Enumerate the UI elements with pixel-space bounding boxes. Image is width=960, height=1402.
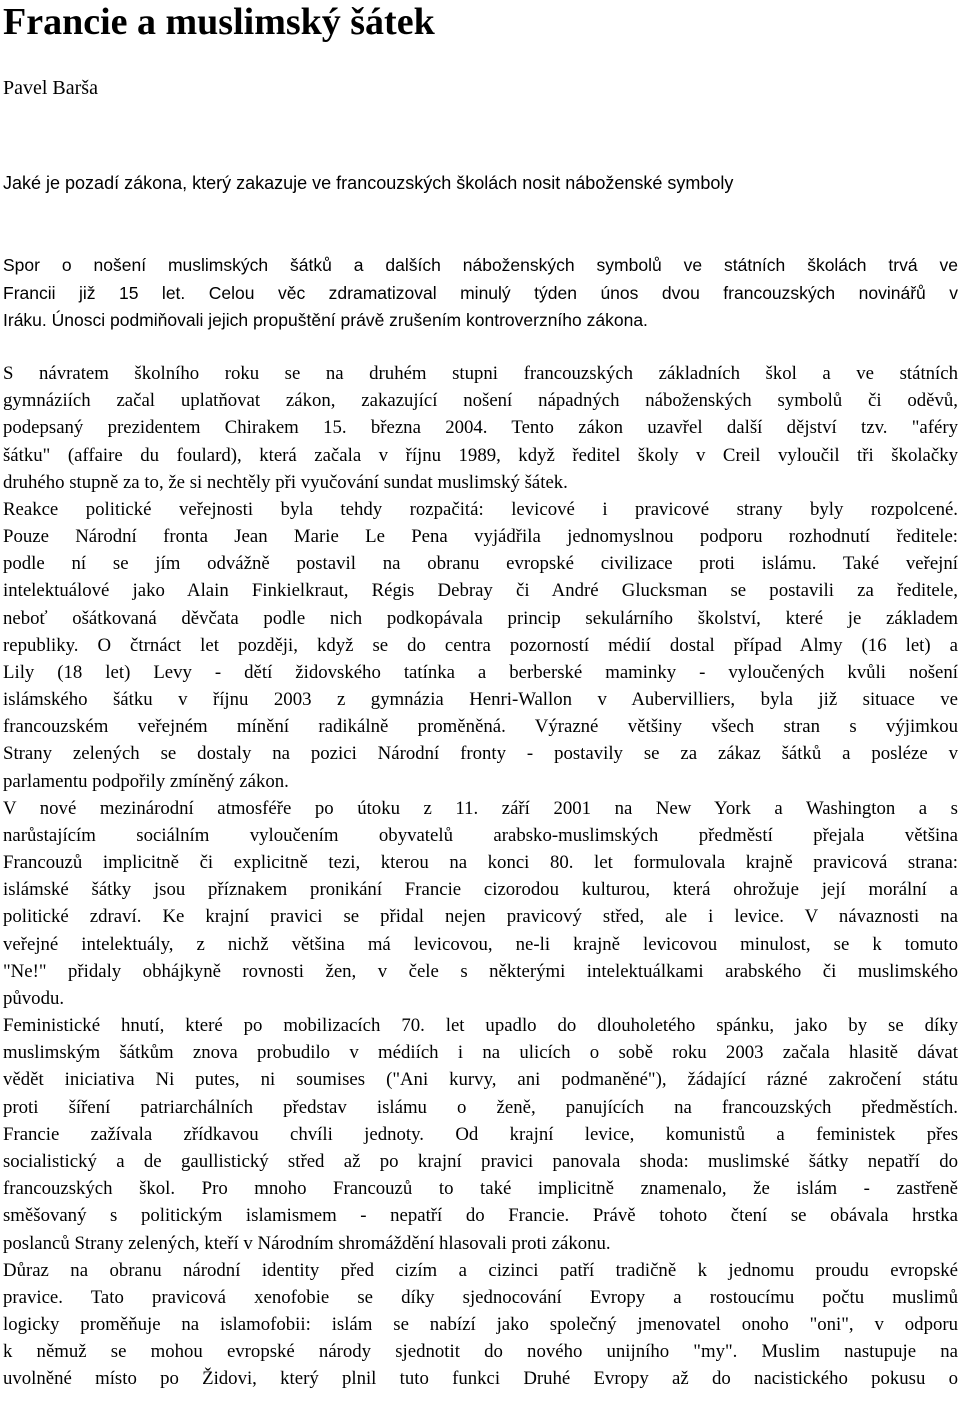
body-line: Strany zelených se dostaly na pozici Národní fronty - postavily se za zákaz šátků a posléze v: [3, 743, 958, 765]
body-line: intelektuálové jako Alain Finkielkraut, Régis Debray či André Glucksman se postavili za ředitele,: [3, 580, 958, 602]
body-line: V nové mezinárodní atmosféře po útoku z 11. září 2001 na New York a Washington a s: [3, 797, 958, 819]
body-line: Reakce politické veřejnosti byla tehdy rozpačitá: levicové i pravicové strany byly rozpolcené.: [3, 498, 958, 520]
body-line: šátku" (affaire du foulard), která začala v říjnu 1989, když ředitel školy v Creil vyloučil tři školačky: [3, 444, 958, 466]
body-line: podle ní se jím odvážně postavil na obranu evropské civilizace proti islámu. Také veřejní: [3, 553, 958, 575]
body-line: socialistický a de gaullistický střed až po krajní pravici panovala shoda: muslimské šátky nepatří do: [3, 1150, 958, 1172]
body-line: muslimským šátkům znova probudilo v médiích i na ulicích o sobě roku 2003 začala hlasitě dávat: [3, 1042, 958, 1064]
article-lead: [3, 252, 958, 335]
lead-line: Iráku. Únosci podmiňovali jejich propuštění právě zrušením kontroverzního zákona.: [3, 310, 648, 330]
body-line: podepsaný prezidentem Chirakem 15. března 2004. Tento zákon uzavřel další dějství tzv. "aféry: [3, 417, 958, 439]
body-line: logicky proměňuje na islamofobii: islám se nabízí jako společný jmenovatel onoho "oni", v odporu: [3, 1314, 958, 1336]
body-line: parlamentu podpořily zmíněný zákon.: [3, 770, 289, 792]
body-line: Lily (18 let) Levy - dětí židovského tatínka a berberské maminky - vyloučených kvůli nošení: [3, 661, 958, 683]
body-line: Francouzů implicitně či explicitně tezi, kterou na konci 80. let formulovala krajně pravicová strana:: [3, 852, 958, 874]
body-line: pravice. Tato pravicová xenofobie se díky sjednocování Evropy a rostoucímu počtu muslimů: [3, 1286, 958, 1308]
article-title: Francie a muslimský šátek: [3, 1, 435, 43]
lead-line: Spor o nošení muslimských šátků a dalších náboženských symbolů ve státních školách trvá ve: [3, 255, 958, 275]
body-line: poslanců Strany zelených, kteří v Národním shromáždění hlasovali proti zákonu.: [3, 1232, 611, 1254]
body-line: islámské šátky jsou příznakem pronikání Francie cizorodou kulturou, která ohrožuje její morální a: [3, 879, 958, 901]
body-line: gymnáziích začal uplatňovat zákon, zakazující nošení nápadných náboženských symbolů či oděvů,: [3, 390, 958, 412]
body-line: uvolněné místo po Židovi, který plnil tuto funkci Druhé Evropy až do nacistického pokusu o: [3, 1368, 958, 1390]
body-line: veřejné intelektuály, z nichž většina má levicovou, ne-li krajně levicovou minulost, se k tomuto: [3, 933, 958, 955]
body-line: druhého stupně za to, že si nechtěly při vyučování sundat muslimský šátek.: [3, 471, 568, 493]
body-line: francouzských škol. Pro mnoho Francouzů to také implicitně znamenalo, že islám - zastřeně: [3, 1178, 958, 1200]
body-line: Francie zažívala zřídkavou chvíli jednoty. Od krajní levice, komunistů a feministek přes: [3, 1123, 958, 1145]
body-line: Důraz na obranu národní identity před cizím a cizinci patří tradičně k jednomu proudu evropské: [3, 1259, 958, 1281]
body-line: narůstajícím sociálním vyloučením obyvatelů arabsko-muslimských předměstí přejala většina: [3, 824, 958, 846]
article-subtitle: Jaké je pozadí zákona, který zakazuje ve francouzských školách nosit náboženské symboly: [3, 173, 734, 193]
body-line: k němuž se mohou evropské národy sjednotit do nového unijního "my". Muslim nastupuje na: [3, 1341, 958, 1363]
body-line: "Ne!" přidaly obhájkyně rovnosti žen, v čele s některými intelektuálkami arabského či muslimského: [3, 960, 958, 982]
body-line: neboť ošátkovaná děvčata podle nich podkopávala princip sekulárního školství, které je základem: [3, 607, 958, 629]
body-line: S návratem školního roku se na druhém stupni francouzských základních škol a ve státních: [3, 363, 958, 384]
body-line: islámského šátku v říjnu 2003 z gymnázia Henri-Wallon v Aubervilliers, byla již situace ve: [3, 689, 958, 711]
body-line: Pouze Národní fronta Jean Marie Le Pena vyjádřila jednomyslnou podporu rozhodnutí ředitele:: [3, 526, 958, 548]
body-line: Feministické hnutí, které po mobilizacích 70. let upadlo do dlouholetého spánku, jako by se díky: [3, 1015, 958, 1037]
body-line: vědět iniciativa Ni putes, ni soumises ("Ani kurvy, ani podmaněné"), žádající rázné zakročení státu: [3, 1069, 958, 1091]
article-author: Pavel Barša: [3, 77, 98, 99]
body-line: původu.: [3, 987, 65, 1009]
article-body: [3, 360, 958, 1393]
body-line: směšovaný s politickým islamismem - nepatří do Francie. Právě tohoto čtení se obávala hrstka: [3, 1205, 958, 1227]
body-line: francouzském veřejném mínění radikálně proměněná. Výrazné většiny všech stran s výjimkou: [3, 716, 958, 738]
lead-line: Francii již 15 let. Celou věc zdramatizoval minulý týden únos dvou francouzských novinářů v: [3, 282, 958, 303]
body-line: proti šíření patriarchálních představ islámu o ženě, panujících na francouzských předměstích.: [3, 1096, 958, 1118]
body-line: politické zdraví. Ke krajní pravici se přidal nejen pravicový střed, ale i levice. V návaznosti na: [3, 906, 958, 928]
body-line: republiky. O čtrnáct let později, když se do centra pozorností médií dostal případ Almy (16 let) a: [3, 634, 958, 656]
